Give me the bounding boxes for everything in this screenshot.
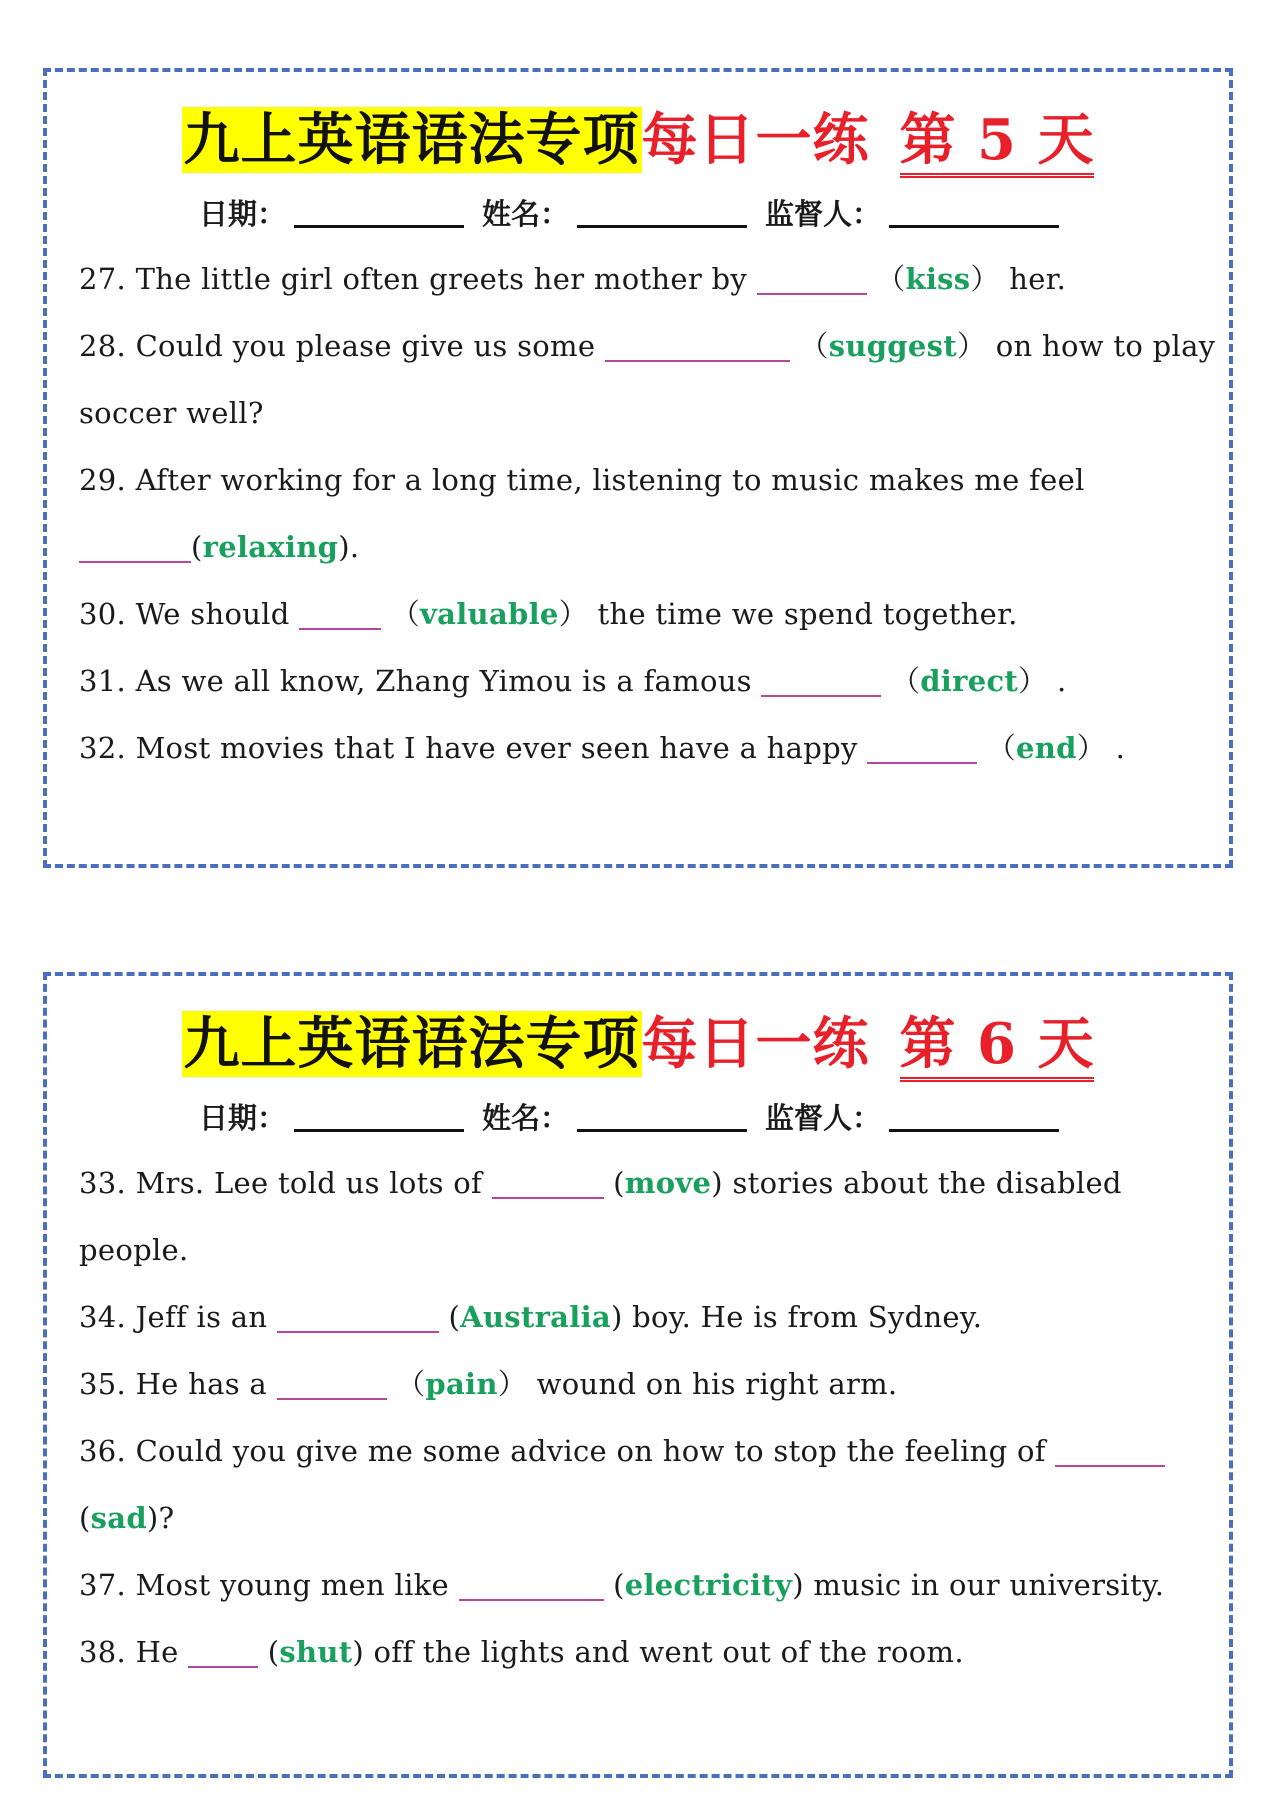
- question-text-after: her.: [999, 262, 1067, 296]
- question-33: [79, 1163, 1209, 1203]
- day-label: 第 5 天: [900, 107, 1095, 178]
- question-38: [79, 1632, 1209, 1672]
- word-hint: pain: [425, 1367, 498, 1401]
- question-number: 35.: [79, 1367, 127, 1401]
- question-36: [79, 1431, 1209, 1471]
- question-34: [79, 1297, 1209, 1337]
- title-red: 每日一练: [641, 107, 870, 173]
- answer-blank[interactable]: [757, 263, 867, 295]
- word-hint: shut: [279, 1635, 353, 1669]
- paren-close: ): [146, 1501, 159, 1535]
- supervisor-blank[interactable]: [889, 1099, 1059, 1132]
- answer-blank[interactable]: [459, 1569, 604, 1601]
- question-text: He: [135, 1635, 179, 1669]
- answer-blank[interactable]: [79, 531, 191, 563]
- question-text: people.: [79, 1233, 189, 1267]
- answer-blank[interactable]: [492, 1167, 604, 1199]
- answer-blank[interactable]: [188, 1636, 258, 1668]
- question-text-after: wound on his right arm.: [527, 1367, 898, 1401]
- question-number: 30.: [79, 597, 127, 631]
- worksheet-title: [47, 100, 1229, 180]
- paren-close: ): [610, 1300, 623, 1334]
- question-27: [79, 259, 1209, 299]
- word-hint: Australia: [460, 1300, 611, 1334]
- day-label: 第 6 天: [900, 1011, 1095, 1082]
- paren-open: (: [79, 1501, 91, 1535]
- question-text-after: .: [1106, 731, 1126, 765]
- word-hint: suggest: [828, 329, 957, 363]
- question-30: [79, 594, 1209, 634]
- word-hint: end: [1016, 731, 1077, 765]
- question-36-continuation: [79, 1498, 1209, 1538]
- paren-close: ): [338, 530, 350, 564]
- question-text-after: .: [1047, 664, 1067, 698]
- question-text: Most movies that I have ever seen have a happy: [135, 731, 858, 765]
- name-label: 姓名：: [481, 1101, 569, 1135]
- question-number: 36.: [79, 1434, 127, 1468]
- question-text-after: on how to play: [986, 329, 1216, 363]
- paren-close: ）: [956, 329, 987, 363]
- word-hint: relaxing: [202, 530, 339, 564]
- question-text: Jeff is an: [135, 1300, 268, 1334]
- question-28-continuation: [79, 393, 1209, 433]
- word-hint: electricity: [624, 1568, 793, 1602]
- title-red: 每日一练: [641, 1011, 870, 1077]
- paren-open: (: [448, 1300, 461, 1334]
- paren-open: （: [890, 664, 921, 698]
- question-text-after: music in our university.: [803, 1568, 1165, 1602]
- worksheet-day-6: [43, 972, 1233, 1778]
- question-33-continuation: [79, 1230, 1209, 1270]
- answer-blank[interactable]: [761, 665, 881, 697]
- paren-close: ）: [1018, 664, 1048, 698]
- question-number: 34.: [79, 1300, 127, 1334]
- paren-open: (: [613, 1568, 625, 1602]
- word-hint: direct: [920, 664, 1019, 698]
- question-29-continuation: [79, 527, 1209, 567]
- answer-blank[interactable]: [1055, 1435, 1165, 1467]
- paren-open: （: [390, 597, 420, 631]
- question-37: [79, 1565, 1209, 1605]
- word-hint: valuable: [420, 597, 559, 631]
- question-text: He has a: [135, 1367, 267, 1401]
- supervisor-blank[interactable]: [889, 195, 1059, 228]
- question-number: 28.: [79, 329, 127, 363]
- paren-close: ): [352, 1635, 365, 1669]
- paren-open: (: [267, 1635, 280, 1669]
- supervisor-label: 监督人：: [765, 197, 882, 231]
- date-blank[interactable]: [294, 1099, 464, 1132]
- date-blank[interactable]: [294, 195, 464, 228]
- question-number: 33.: [79, 1166, 127, 1200]
- answer-blank[interactable]: [867, 732, 977, 764]
- paren-close: ）: [497, 1367, 528, 1401]
- question-31: [79, 661, 1209, 701]
- date-label: 日期：: [198, 197, 286, 231]
- question-text: As we all know, Zhang Yimou is a famous: [135, 664, 752, 698]
- question-text: After working for a long time, listening to music makes me feel: [135, 463, 1085, 497]
- question-text-after: ?: [158, 1501, 175, 1535]
- paren-open: （: [986, 731, 1017, 765]
- question-35: [79, 1364, 1209, 1404]
- question-number: 37.: [79, 1568, 127, 1602]
- info-row: [47, 1096, 1229, 1140]
- question-32: [79, 728, 1209, 768]
- question-text: Could you give me some advice on how to stop the feeling of: [135, 1434, 1046, 1468]
- question-number: 38.: [79, 1635, 127, 1669]
- answer-blank[interactable]: [277, 1368, 387, 1400]
- worksheet-day-5: [43, 68, 1233, 868]
- question-text: Most young men like: [135, 1568, 449, 1602]
- paren-close: ): [711, 1166, 723, 1200]
- question-text: The little girl often greets her mother by: [135, 262, 748, 296]
- supervisor-label: 监督人：: [765, 1101, 882, 1135]
- date-label: 日期：: [198, 1101, 286, 1135]
- paren-open: (: [191, 530, 203, 564]
- question-text-after: the time we spend together.: [588, 597, 1018, 631]
- word-hint: sad: [90, 1501, 147, 1535]
- paren-open: (: [613, 1166, 625, 1200]
- paren-open: （: [876, 262, 906, 296]
- paren-open: （: [396, 1367, 426, 1401]
- name-blank[interactable]: [577, 1099, 747, 1132]
- question-29: [79, 460, 1209, 500]
- word-hint: move: [624, 1166, 712, 1200]
- title-highlight: 九上英语语法专项: [183, 107, 640, 173]
- question-text: We should: [135, 597, 290, 631]
- name-blank[interactable]: [577, 195, 747, 228]
- question-text-after: stories about the disabled: [722, 1166, 1122, 1200]
- question-text: Mrs. Lee told us lots of: [135, 1166, 483, 1200]
- question-text: soccer well?: [79, 396, 264, 430]
- question-text: Could you please give us some: [135, 329, 596, 363]
- title-highlight: 九上英语语法专项: [183, 1011, 640, 1077]
- name-label: 姓名：: [481, 197, 569, 231]
- question-text-after: off the lights and went out of the room.: [364, 1635, 964, 1669]
- question-28: [79, 326, 1216, 366]
- question-text-after: boy. He is from Sydney.: [622, 1300, 983, 1334]
- question-number: 27.: [79, 262, 127, 296]
- paren-open: （: [799, 329, 829, 363]
- info-row: [47, 192, 1229, 236]
- answer-blank[interactable]: [299, 598, 381, 630]
- question-number: 29.: [79, 463, 127, 497]
- paren-close: ): [792, 1568, 804, 1602]
- paren-close: ）: [1076, 731, 1107, 765]
- answer-blank[interactable]: [605, 330, 790, 362]
- answer-blank[interactable]: [277, 1301, 439, 1333]
- question-number: 31.: [79, 664, 127, 698]
- word-hint: kiss: [905, 262, 971, 296]
- paren-close: ）: [970, 262, 1000, 296]
- question-text-after: .: [349, 530, 360, 564]
- question-number: 32.: [79, 731, 127, 765]
- worksheet-title: [47, 1004, 1229, 1084]
- paren-close: ）: [558, 597, 588, 631]
